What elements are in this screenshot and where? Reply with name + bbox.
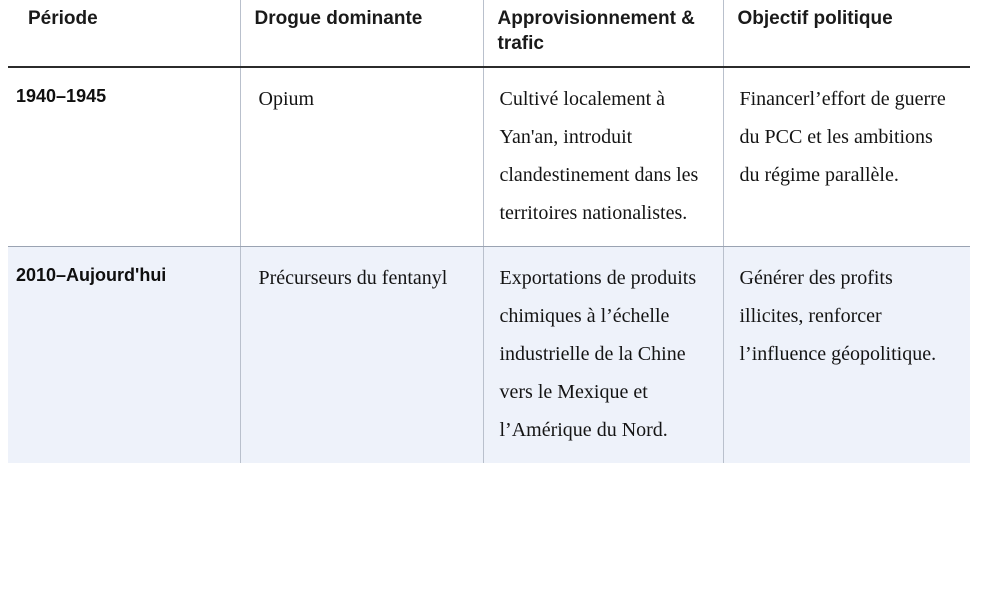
column-header-periode: Période (8, 0, 240, 67)
column-header-objectif-politique: Objectif politique (723, 0, 970, 67)
cell-approvisionnement: Exportations de produits chimiques à l’échelle industrielle de la Chine vers le Mexique et l’Amérique du Nord. (483, 247, 723, 464)
table-row (8, 247, 970, 464)
comparison-table (8, 0, 970, 463)
cell-periode: 2010–Aujourd'hui (8, 247, 240, 464)
cell-periode: 1940–1945 (8, 67, 240, 247)
column-header-drogue-dominante: Drogue dominante (240, 0, 483, 67)
table-row (8, 67, 970, 247)
table-header-row (8, 0, 970, 67)
table-header (8, 0, 970, 67)
cell-objectif: Générer des profits illicites, renforcer l’influence géopolitique. (723, 247, 970, 464)
column-header-approvisionnement-trafic: Approvisionnement & trafic (483, 0, 723, 67)
cell-approvisionnement: Cultivé localement à Yan'an, introduit clandestinement dans les territoires nationalistes. (483, 67, 723, 247)
table-body (8, 67, 970, 463)
cell-drogue: Précurseurs du fentanyl (240, 247, 483, 464)
cell-objectif: Financerl’effort de guerre du PCC et les ambitions du régime parallèle. (723, 67, 970, 247)
cell-drogue: Opium (240, 67, 483, 247)
